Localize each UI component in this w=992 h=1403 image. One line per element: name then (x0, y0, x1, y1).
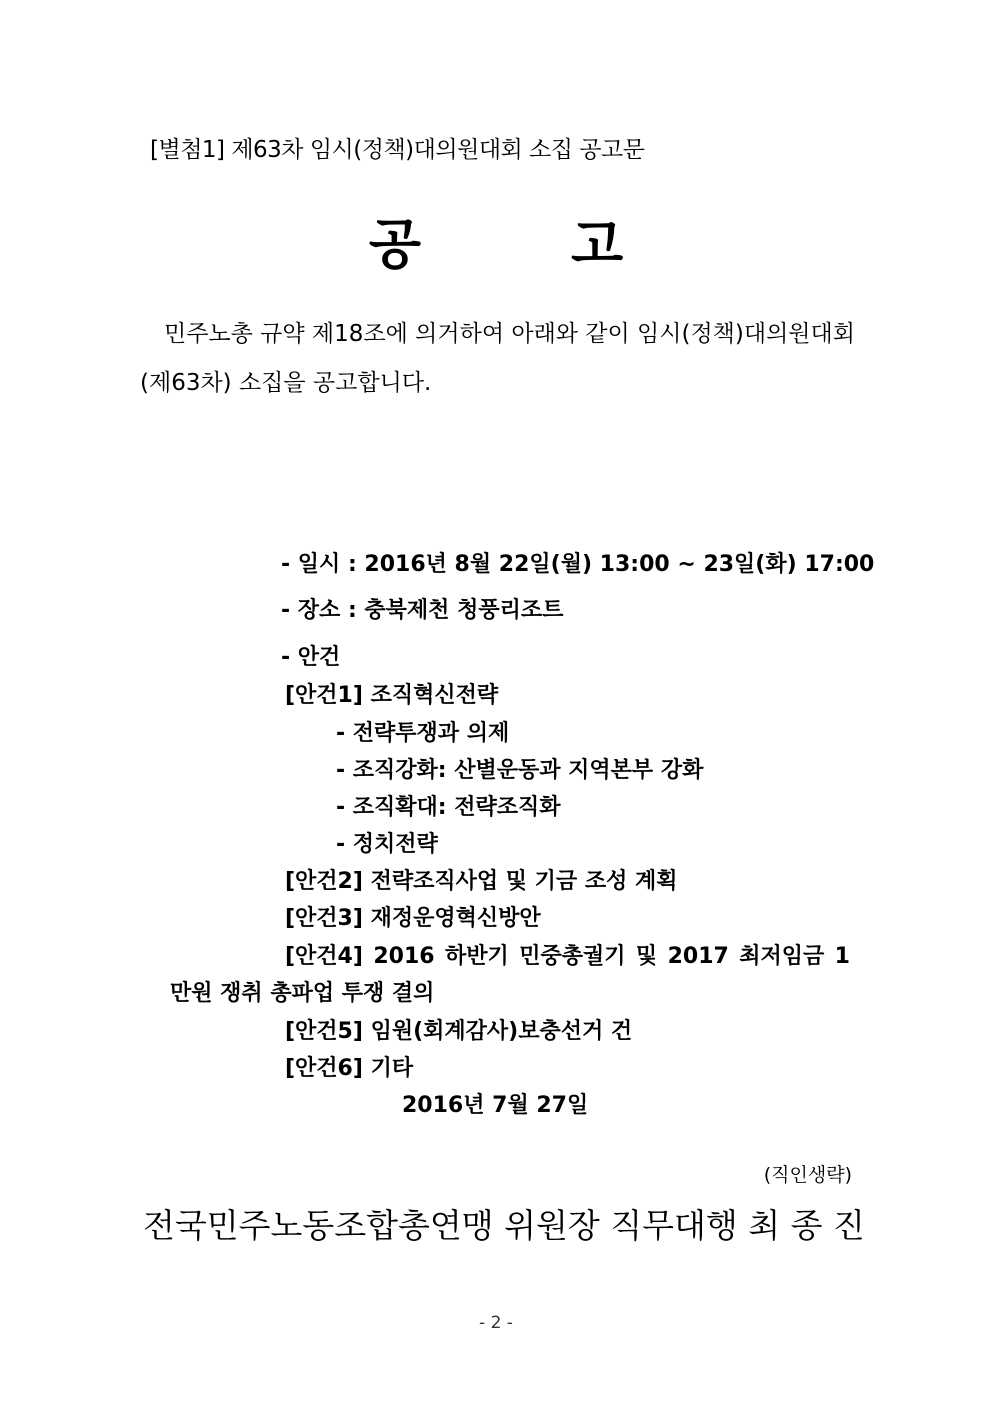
attachment-title: [별첨1] 제63차 임시(정책)대의원대회 소집 공고문 (150, 137, 645, 163)
agenda-item-4-line-2: 만원 쟁취 총파업 투쟁 결의 (170, 981, 435, 1006)
intro-line-1: 민주노총 규약 제18조에 의거하여 아래와 같이 임시(정책)대의원대회 (164, 321, 855, 347)
notice-heading (0, 202, 992, 279)
agenda-item-1: [안건1] 조직혁신전략 (285, 683, 499, 708)
heading-char-left: 공 (368, 213, 421, 276)
location-line: - 장소 : 충북제천 청풍리조트 (281, 598, 564, 623)
agenda-item-3: [안건3] 재정운영혁신방안 (285, 906, 541, 931)
agenda-item-4-line-1: [안건4] 2016 하반기 민중총궐기 및 2017 최저임금 1 (285, 944, 850, 969)
intro-line-2: (제63차) 소집을 공고합니다. (140, 370, 432, 396)
agenda-item-1-sub-3: - 조직확대: 전략조직화 (336, 795, 561, 820)
agenda-item-6: [안건6] 기타 (285, 1056, 414, 1081)
agenda-item-1-sub-1: - 전략투쟁과 의제 (336, 721, 510, 746)
page-number: - 2 - (479, 1313, 513, 1333)
heading-char-right: 고 (571, 213, 624, 276)
schedule-line: - 일시 : 2016년 8월 22일(월) 13:00 ~ 23일(화) 17:00 (281, 552, 875, 577)
signature-line: 전국민주노동조합총연맹 위원장 직무대행 최 종 진 (143, 1206, 865, 1245)
notice-date: 2016년 7월 27일 (402, 1093, 589, 1118)
seal-omitted-note: (직인생략) (763, 1164, 852, 1186)
agenda-item-1-sub-4: - 정치전략 (336, 832, 438, 857)
agenda-item-2: [안건2] 전략조직사업 및 기금 조성 계획 (285, 869, 678, 894)
agenda-item-1-sub-2: - 조직강화: 산별운동과 지역본부 강화 (336, 758, 704, 783)
agenda-item-5: [안건5] 임원(회계감사)보충선거 건 (285, 1019, 633, 1044)
agenda-label: - 안건 (281, 645, 341, 670)
